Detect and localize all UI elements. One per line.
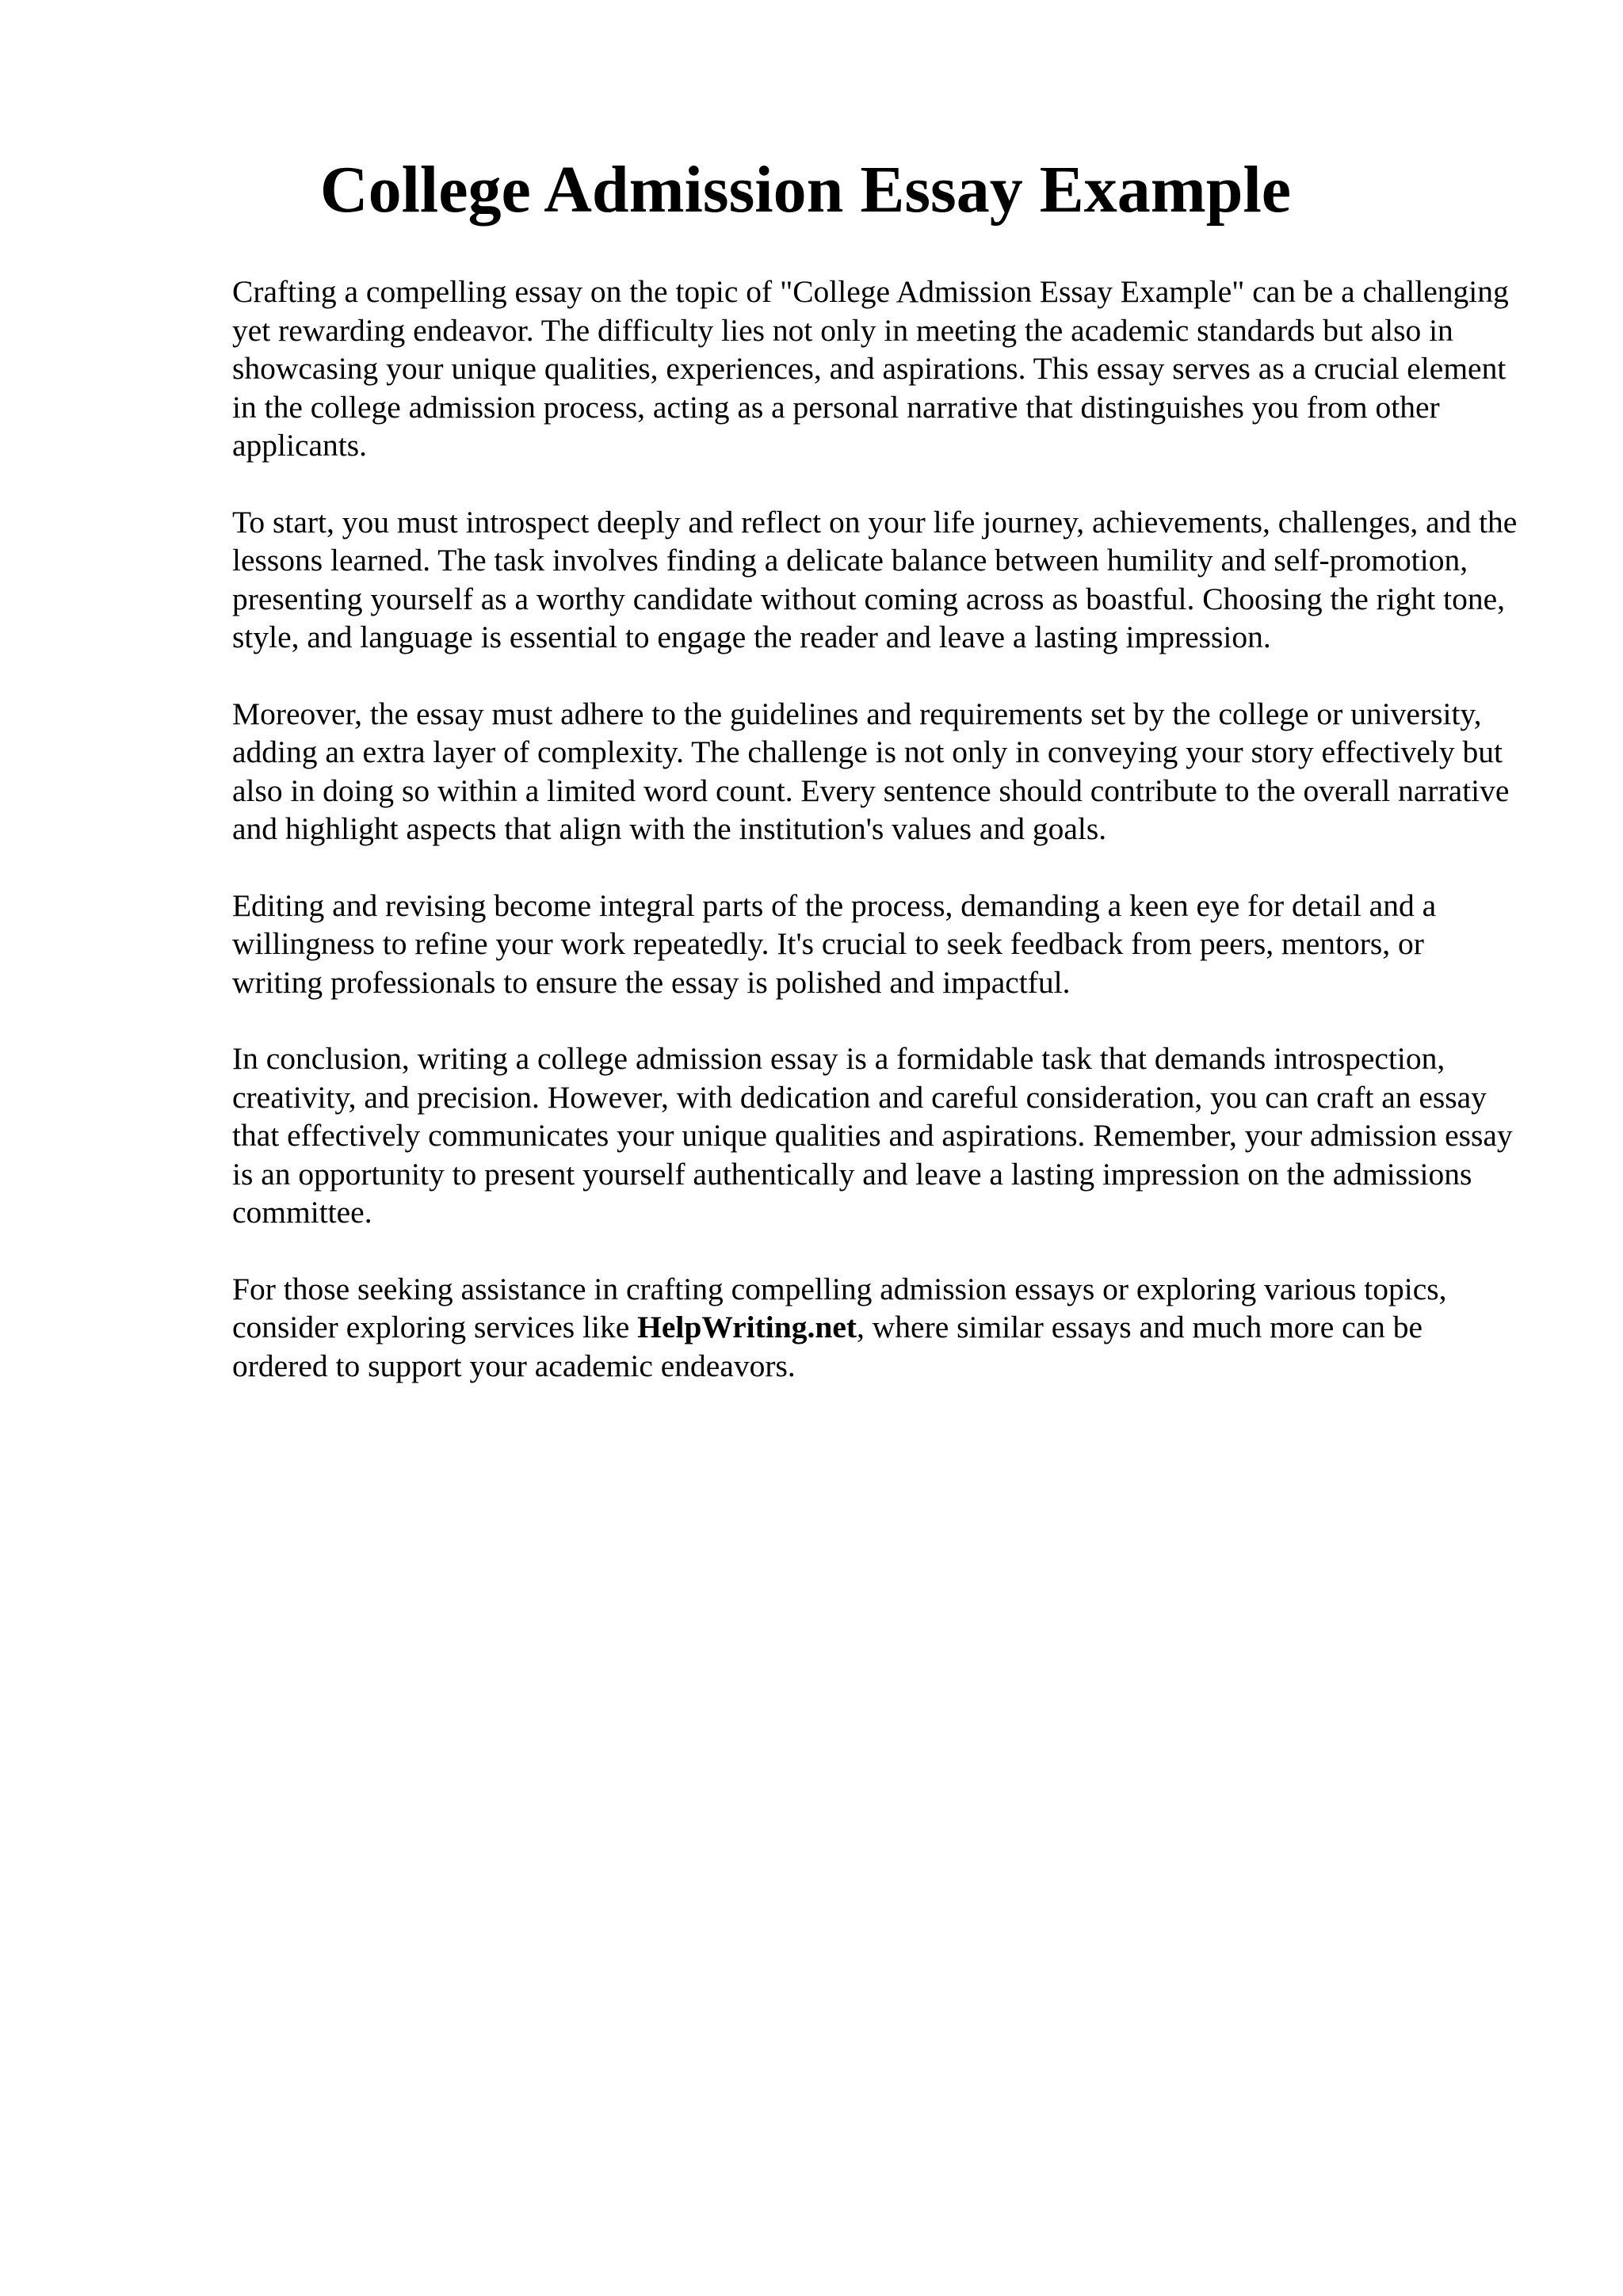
assistance-text-after: , where similar essays and much more can be ordered to support your academic endeavors. [232, 1310, 1423, 1383]
document-title: College Admission Essay Example [319, 153, 1292, 227]
brand-name: HelpWriting.net [637, 1310, 857, 1344]
paragraph-intro: Crafting a compelling essay on the topic of "College Admission Essay Example" can be a challenging yet rewarding endeavor. The difficulty lies not only in meeting the academic standards but also in showcasing your unique qualities, experiences, and aspirations. This essay serves as a crucial element in the college admission process, acting as a personal narrative that distinguishes you from other applicants. [232, 274, 1509, 463]
paragraph-conclusion: In conclusion, writing a college admission essay is a formidable task that demands introspection, creativity, and precision. However, with dedication and careful consideration, you can craft an essay that effectively communicates your unique qualities and aspirations. Remember, your admission essay is an opportunity to present yourself authentically and leave a lasting impression on the admissions committee. [232, 1041, 1513, 1230]
paragraph-introspection: To start, you must introspect deeply and reflect on your life journey, achievements, challenges, and the lessons learned. The task involves finding a delicate balance between humility and self-promotion, presenting yourself as a worthy candidate without coming across as boastful. Choosing the right tone, style, and language is essential to engage the reader and leave a lasting impression. [232, 504, 1518, 654]
paragraph-editing: Editing and revising become integral parts of the process, demanding a keen eye for detail and a willingness to refine your work repeatedly. It's crucial to seek feedback from peers, mentors, or writing professionals to ensure the essay is polished and impactful. [232, 887, 1437, 1000]
assistance-text-before: For those seeking assistance in crafting compelling admission essays or exploring various topics, consider exploring services like [232, 1271, 1447, 1344]
paragraph-assistance [232, 1270, 1522, 1386]
paragraph-guidelines: Moreover, the essay must adhere to the guidelines and requirements set by the college or university, adding an extra layer of complexity. The challenge is not only in conveying your story effectively but also in doing so within a limited word count. Every sentence should contribute to the overall narrative and highlight aspects that align with the institution's values and goals. [232, 696, 1510, 846]
